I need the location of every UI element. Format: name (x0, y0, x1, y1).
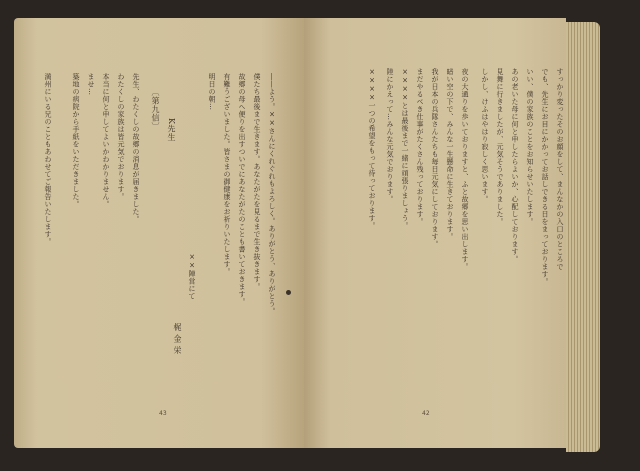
book-spread (14, 18, 626, 458)
right-column-4: 見舞に行きましたが、元気そうでありました。 (496, 68, 504, 226)
left-column-8: わたくしの家族は皆元気でおります。 (117, 73, 125, 201)
right-column-10: ××××とは最後まで一緒に頑張りましょう。 (401, 68, 409, 230)
right-column-0: すっかり変ったそのお顔をして、まんなかの入口のところで (556, 68, 564, 271)
left-column-11: 築地の病院から手紙をいただきました。 (72, 73, 80, 208)
section-heading: 〔第九信〕 (151, 88, 160, 131)
right-column-1: でも、先生にお目にかかってお話しできる日をまっております。 (541, 68, 549, 286)
left-column-9: 本当に何と申してよいかわかりません。 (102, 73, 110, 208)
binding-hole (286, 290, 291, 295)
right-page (304, 18, 566, 448)
left-column-7: 先生、わたくしの故郷の消息が届きました。 (132, 73, 140, 223)
right-column-12: ××××一つの希望をもって待っております。 (368, 68, 376, 230)
left-page-number: 43 (159, 410, 167, 417)
left-column-2: 故郷の母へ便りを出すついでにあなたがたのことも書いておきます。 (238, 73, 246, 306)
left-column-12: 満州にいる兄のこともあわせてご報告いたします。 (44, 73, 52, 246)
left-column-1: 僕たち最後まで生きます。あなたがたを見るまで生き抜きます。 (253, 73, 261, 291)
right-column-8: 我が日本の兵隊さんたちも毎日元気にしております。 (431, 68, 439, 248)
right-column-7: 暗い空の下で、みんな一生懸命に生きております。 (446, 68, 454, 241)
right-column-3: あの老いた母に何と申したらよいか、心配しております。 (511, 68, 519, 263)
addressee: K先生 (167, 118, 176, 142)
right-column-9: まだやるべき仕事がたくさん残っております。 (416, 68, 424, 226)
right-column-6: 夜の大通りを歩いておりますと、ふと故郷を思い出します。 (461, 68, 469, 271)
right-column-11: 陸にかえって…みんな元気でおります。 (386, 68, 394, 203)
left-page (14, 18, 304, 448)
page-edges (566, 22, 600, 452)
left-column-3: 有難うございました。皆さまの御健康をお祈りいたします。 (223, 73, 231, 276)
right-page-number: 42 (422, 410, 430, 417)
left-column-0: ――よう。××さんにくれぐれもよろしく。ありがとう、ありがとう。 (268, 73, 276, 315)
left-column-4: 明日の朝… (208, 73, 216, 111)
signature-name: 梶 金 栄 (173, 323, 182, 355)
right-column-2: いい、僕の家族のことをお知らせいたします。 (526, 68, 534, 226)
right-column-5: しかし、けふはやはり寂しく思います。 (481, 68, 489, 203)
left-column-10: ませ… (87, 73, 95, 96)
signature-place: ××陣営にて (188, 253, 196, 300)
